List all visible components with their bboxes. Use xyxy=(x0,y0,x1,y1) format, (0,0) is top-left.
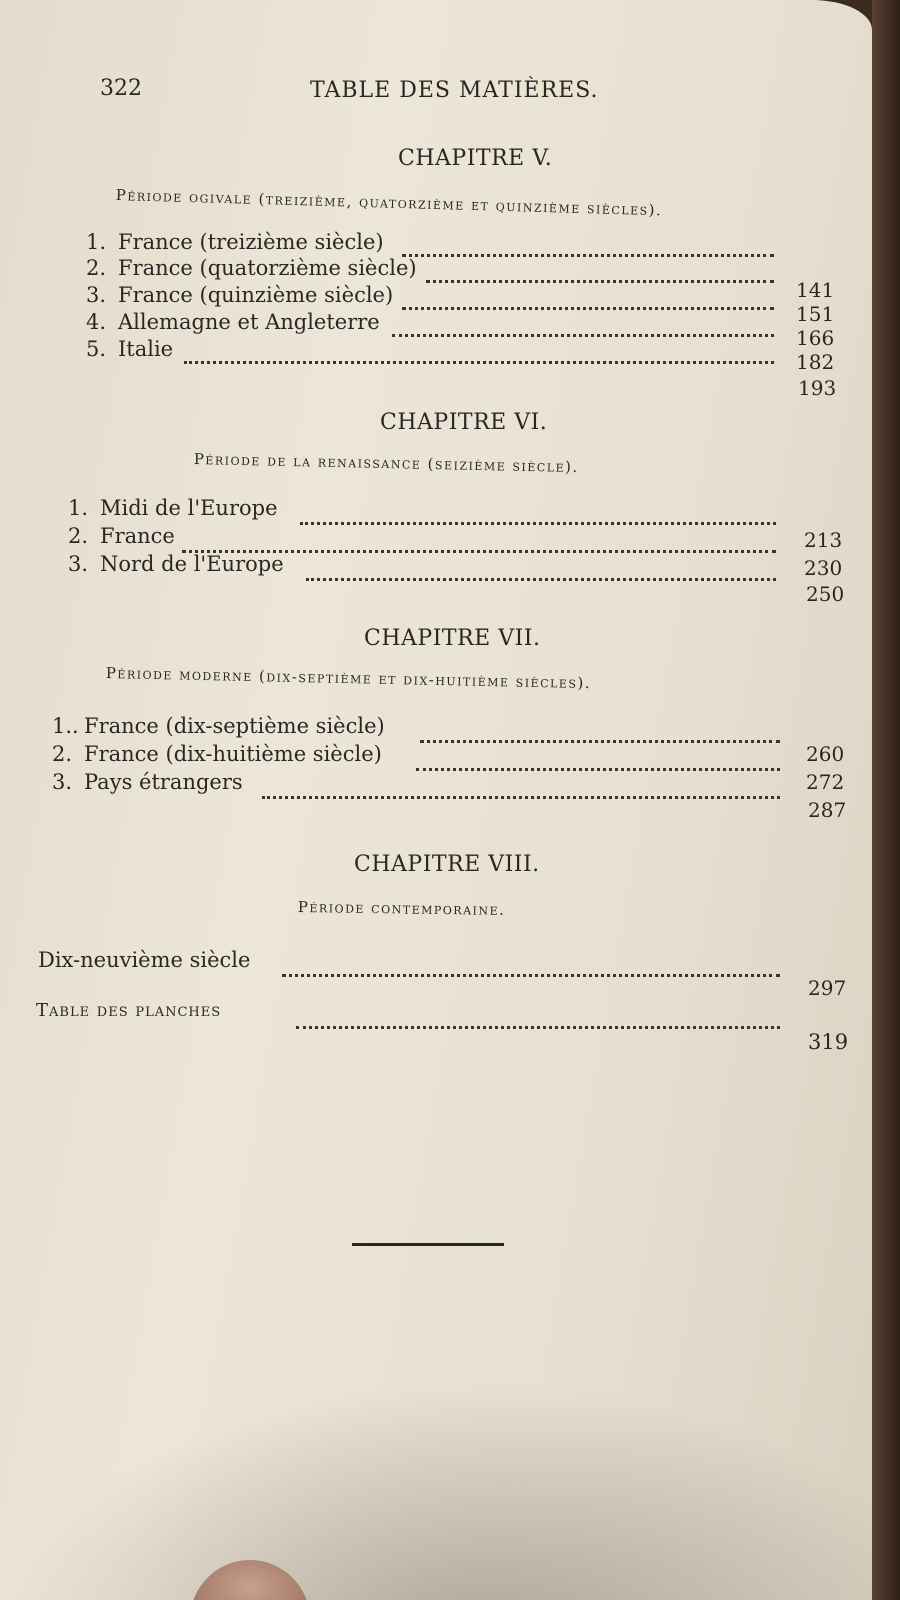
dot-leader xyxy=(306,574,776,581)
entry-label: Nord de l'Europe xyxy=(100,552,284,576)
dot-leader xyxy=(296,1022,780,1029)
entry-label: Pays étrangers xyxy=(84,770,243,794)
dot-leader xyxy=(426,276,774,283)
toc-entry xyxy=(86,337,173,365)
toc-entry xyxy=(38,948,250,976)
dot-leader xyxy=(416,764,780,771)
entry-number: 3. xyxy=(86,283,107,307)
chapter-title: CHAPITRE VII. xyxy=(364,626,541,651)
toc-entry-table-des-planches xyxy=(36,1000,221,1028)
entry-page: 272 xyxy=(806,770,845,794)
entry-number: 1.. xyxy=(52,714,79,738)
entry-label: Table des planches xyxy=(36,1000,222,1021)
entry-number: 4. xyxy=(86,310,107,334)
chapter-title: CHAPITRE VI. xyxy=(380,410,548,435)
entry-number: 2. xyxy=(52,742,73,766)
entry-number: 1. xyxy=(68,496,89,520)
toc-entry xyxy=(86,256,417,284)
entry-label: France (treizième siècle) xyxy=(118,230,384,254)
entry-label: France (dix-huitième siècle) xyxy=(84,742,382,766)
page-shadow xyxy=(0,1380,872,1600)
entry-label: Dix-neuvième siècle xyxy=(38,948,251,972)
entry-number: 2. xyxy=(86,256,107,280)
entry-number: 3. xyxy=(68,552,89,576)
entry-label: Allemagne et Angleterre xyxy=(118,310,380,334)
running-title: TABLE DES MATIÈRES. xyxy=(310,78,599,103)
entry-label: France (dix-septième siècle) xyxy=(84,714,385,738)
entry-label: France (quatorzième siècle) xyxy=(118,256,417,280)
entry-number: 3. xyxy=(52,770,73,794)
dot-leader xyxy=(392,330,774,337)
entry-page: 182 xyxy=(796,350,835,374)
entry-page: 297 xyxy=(808,976,847,1000)
dot-leader xyxy=(402,303,774,310)
entry-page: 193 xyxy=(798,376,837,400)
chapter-period: Période moderne (dix-septième et dix-huitième siècles). xyxy=(105,664,592,693)
chapter-period: Période de la renaissance (seizième siècle). xyxy=(193,450,579,477)
entry-page: 287 xyxy=(808,798,847,822)
entry-label: Midi de l'Europe xyxy=(100,496,278,520)
entry-page: 250 xyxy=(806,582,845,606)
toc-entry xyxy=(68,496,278,524)
toc-entry xyxy=(86,230,384,258)
toc-entry xyxy=(86,310,380,338)
dot-leader xyxy=(420,736,780,743)
dot-leader xyxy=(262,792,780,799)
chapter-period: Période contemporaine. xyxy=(297,898,506,919)
toc-entry xyxy=(68,524,175,552)
toc-entry xyxy=(68,552,284,580)
entry-page: 151 xyxy=(796,302,835,326)
page-header xyxy=(100,72,640,112)
chapter-title: CHAPITRE VIII. xyxy=(354,852,540,877)
dot-leader xyxy=(300,518,776,525)
entry-label: Italie xyxy=(118,337,174,361)
entry-page: 319 xyxy=(808,1030,849,1054)
entry-page: 166 xyxy=(796,326,835,350)
page-number: 322 xyxy=(100,76,142,101)
book-edge xyxy=(872,0,900,1600)
entry-page: 141 xyxy=(796,278,835,302)
dot-leader xyxy=(282,970,780,977)
toc-entry xyxy=(86,283,393,311)
toc-entry xyxy=(52,770,243,798)
entry-number: 5. xyxy=(86,337,107,361)
entry-page: 213 xyxy=(804,528,843,552)
end-rule xyxy=(352,1243,504,1246)
entry-page: 260 xyxy=(806,742,845,766)
dot-leader xyxy=(402,250,774,257)
toc-entry xyxy=(52,714,385,742)
chapter-title: CHAPITRE V. xyxy=(398,146,553,171)
dot-leader xyxy=(184,357,774,364)
toc-entry xyxy=(52,742,382,770)
entry-label: France xyxy=(100,524,175,548)
entry-page: 230 xyxy=(804,556,843,580)
entry-label: France (quinzième siècle) xyxy=(118,283,394,307)
entry-number: 1. xyxy=(86,230,107,254)
chapter-period: Période ogivale (treizième, quatorzième et quinzième siècles). xyxy=(115,186,663,220)
entry-number: 2. xyxy=(68,524,89,548)
